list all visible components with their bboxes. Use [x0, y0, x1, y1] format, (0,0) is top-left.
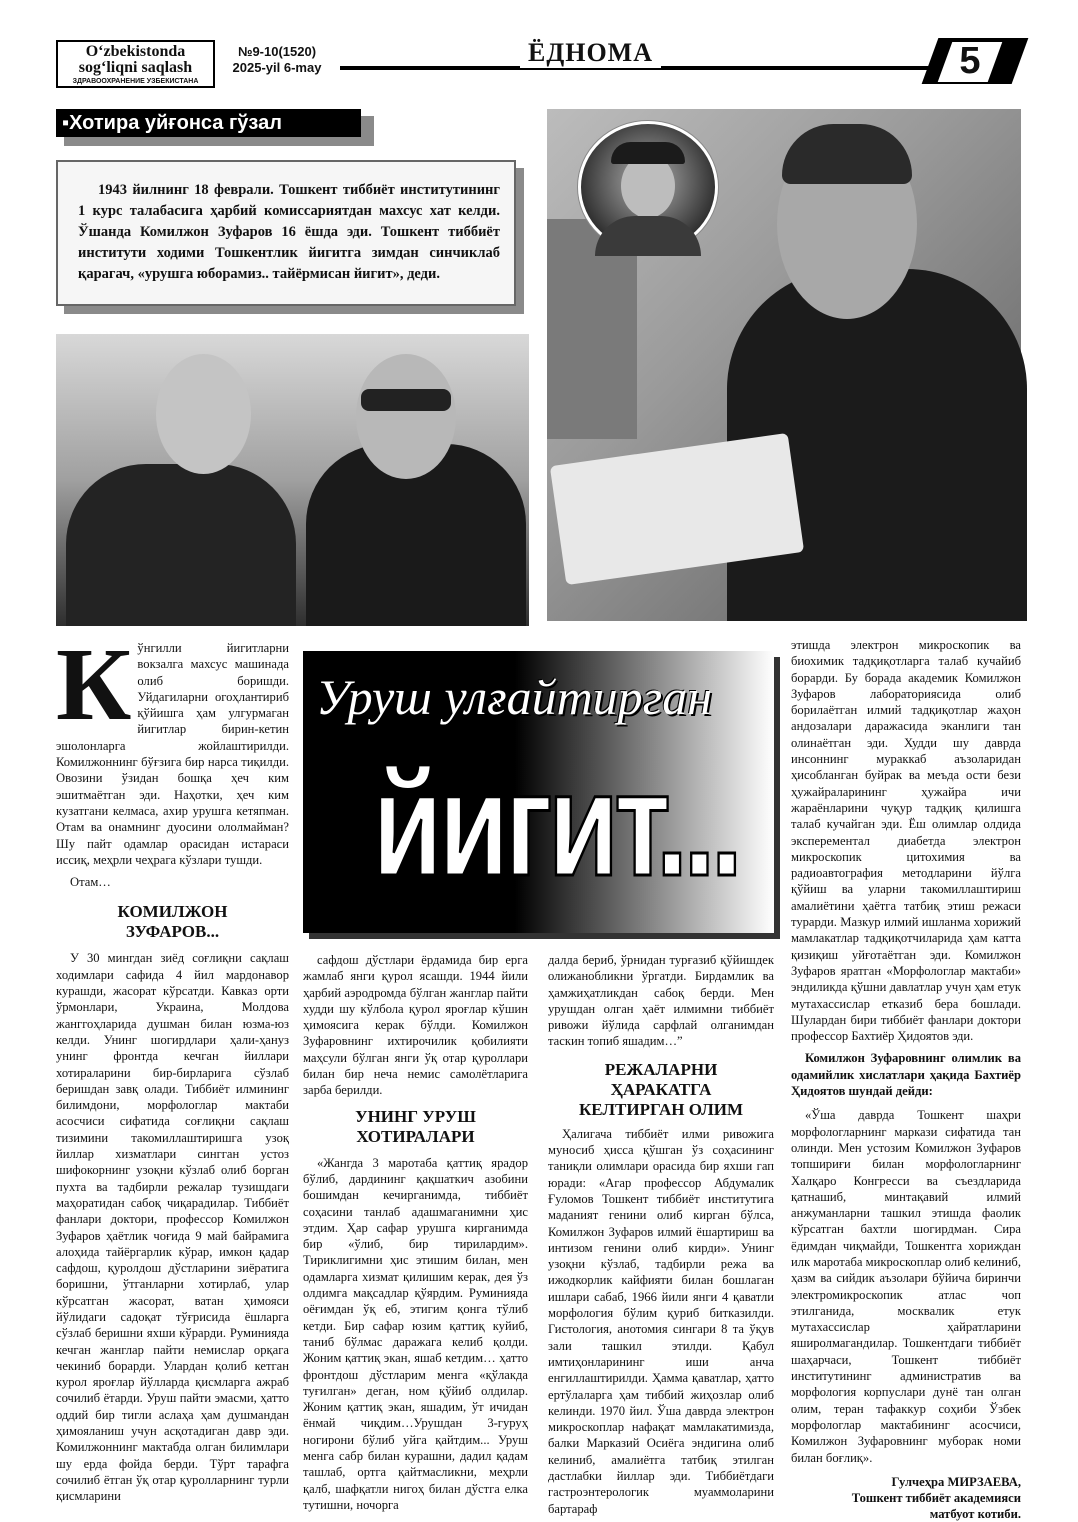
- photo-glasses: [361, 389, 451, 411]
- photo-left-man-head: [156, 354, 251, 474]
- col4-lead: Комилжон Зуфаровнинг олимлик ва одамийлик хислатлари ҳақида Бахтиёр Ҳидоятов шундай дейди:: [791, 1051, 1021, 1099]
- col1-subhead: КОМИЛЖОН ЗУФАРОВ...: [117, 902, 228, 942]
- col2-paragraph-1: сафдош дўстлари ёрдамида бир ерга жамлаб янги қурол ясашди. 1944 йили ҳарбий аэродромда бўлган жанглар пайти худди шу кўлбола қурол яроғлар кўшин ҳимоясига керак бўлди. Комилжон Зуфаровнинг ихтирочилик қобилияти маҳсули бўлган янги ўқ отар қуроллари билан бир неча немис самолётларига зарба берилди.: [303, 953, 528, 1098]
- article-column-1: [56, 627, 289, 1505]
- photo-figure-hair: [782, 124, 912, 184]
- signature-role: матбуот котиби.: [929, 1506, 1021, 1521]
- issue-info: [222, 44, 332, 76]
- issue-date: 2025-yil 6-may: [232, 60, 322, 75]
- article-column-4: [791, 637, 1021, 1522]
- col4-paragraph-1: этишда электрон микроскопик ва биохимик тадқиқотларга талаб кучайиб борарди. Бу борада академик Комилжон Зуфаров лабораториясида олиб борилаётган илмий тадқиқотлар жаҳон андозалари даражасида эканлиги тан олинаётган эди. Худди шу даврда инсоннинг мураккаб аъзоларидан ҳисобланган буйрак ва меъда ости бези ҳужайраларининг ҳужайра ичи жараёнларини чуқур тадқиқ қилишга талаб кучайган эди. Ёш олимлар олдида эксперементал диабетда электрон микроскопик цитохимия ва радиоавтография методларини йўлга қўйиш ва уларни такомиллаштириш амалиётини ҳаётга татбиқ этиш режаси турарди. Мазкур илмий ишланма хорижий мамлакатлар тадқиқотчиларида ҳам катта қизиқиш уйғотаётган эди. Комилжон Зуфаров яратган «Морфологлар мактаби» эндиликда қўшни давлатлар учун ҳам етук мутахассислар етказиб бера бошлади. Шулардан бири тиббиёт фанлари доктори профессор Бахтиёр Ҳидоятов эди.: [791, 638, 1021, 1044]
- photo-left-man-body: [66, 464, 296, 626]
- col3-subhead: РЕЖАЛАРНИ ҲАРАКАТГА КЕЛТИРГАН ОЛИМ: [578, 1059, 744, 1119]
- col1-paragraph-1: ўнгилли йигитларни вокзалга махсус машинада олиб боришди. Уйдагиларни огоҳлантириб қўйишга ҳам улгурмаган йигитлар бирин-кетин эшолонларга жойлаштирилди. Комилжоннинг бўғзига бир нарса тиқилди. Овозини ўзидан бошқа ҳеч ким эшитмаётган эди. Наҳотки, ҳеч ким кузатгани келмаса, ахир урушга кетяпман. Отам ва онамнинг дуосини ололмайман? Шу пайт одамлар орасидан истараси иссиқ, меҳрли чеҳрага кўзлари тушди.: [56, 641, 289, 867]
- col2-subhead: УНИНГ УРУШ ХОТИРАЛАРИ: [355, 1106, 476, 1146]
- article-column-2: [303, 952, 528, 1513]
- page-number: 5: [959, 40, 981, 82]
- masthead-line2: sog‘liqni saqlash: [78, 59, 193, 76]
- col4-paragraph-2: «Ўша даврда Тошкент шаҳри морфологларнинг маркази сифатида тан олинди. Мен устозим Комилжон Зуфаров топшириғи билан морфологларнинг Халқаро Конгресси ва съездларида қатнашиб, минтақавий илмий анжуманларни ташкил этишда фаолик кўрсатган бахтли шогирдман. Сира ёдимдан чиқмайди, Тошкентга хориждан илк маротаба микроскоплар олиб келиниб, ҳазм ва сийдик аъзолари бўйича биринчи электромикроскопик атлас чоп этилганида, москвалик етук мутахассислар ҳайратларини яширолмагандилар. Тошкентдаги тиббиёт шаҳарчаси, Тошкент тиббиёт институтининг административ ва морфология корпуслари дунё тан олган олим, теран тафаккур соҳиби Ўзбек морфологлар мактабининг асосчиси, Комилжон Зуфаровнинг муборак номи билан боғлиқ».: [791, 1108, 1021, 1465]
- signature-org: Тошкент тиббиёт академияси: [851, 1490, 1021, 1505]
- photo-young-soldier: [578, 121, 718, 253]
- drop-cap: К: [56, 627, 132, 742]
- headline-line1: Уруш улғайтирган: [316, 669, 712, 725]
- col1-paragraph-2: Отам…: [70, 875, 111, 890]
- rubric-title: ▪Хотира уйғонса гўзал: [56, 109, 361, 137]
- masthead-logo: [56, 40, 215, 88]
- col3-paragraph-2: Ҳалигача тиббиёт илми ривожига муносиб ҳисса қўшган ўз соҳасининг таниқли олимлари орасида бир яхши гап юради: «Агар профессор Абдумалик Ғуломов Тошкент тиббиёт институтига маданият генини олиб кирган бўлса, Комилжон Зуфаров илмий ёшартириш ва интизом генини олиб кирди». Унинг узоқни кўзлаб, тадбирли режа ва ижодкорлик кайфияти билан бошлаган ишлари сабаб, 1966 йили янги 4 қаватли морфология бўлим қуриб битказилди. Гистология, анотомия сингари 8 та ўқув зали ташкил этилди. Қабул имтиҳонларининг иши анча енгиллаштирилди. Ҳамма қаватлар, ҳатто ертўлаларга ҳам тиббий жиҳозлар олиб келинди. 1970 йил. Ўша даврда электрон микроскоплар нафақат мамлакатимизда, балки Марказий Осиёга эндигина олиб келиниб, амалиётга татбиқ этилган дастлабки йиллар эди. Тиббиётдаги гастроэнтерологик муаммоларини бартараф: [548, 1126, 774, 1516]
- photo-two-men: [56, 334, 529, 626]
- intro-box: 1943 йилнинг 18 феврали. Тошкент тиббиёт институтининг 1 курс талабасига ҳарбий комиссариятдан махсус хат келди. Ўшанда Комилжон Зуфаров 16 ёшда эди. Тошкент тиббиёт институти ходими Тошкентлик йигитга зимдан синчиклаб қарагач, «урушга юборамиз.. тайёрмисан йигит», деди.: [56, 160, 516, 306]
- signature-name: Гулчеҳра МИРЗАЕВА,: [891, 1474, 1021, 1489]
- photo-soldier-cap: [611, 142, 685, 164]
- article-column-3: [548, 952, 774, 1517]
- photo-soldier-uniform: [595, 216, 701, 256]
- section-title: ЁДНОМА: [520, 38, 661, 68]
- headline-line2: йигит...: [372, 742, 739, 907]
- col2-paragraph-2: «Жангда 3 маротаба қаттиқ ярадор бўлиб, дардининг қақшаткич азобини бошимдан кечирганимда, тиббиёт соҳасини танлаб адашмаганимни ҳис этдим. Ҳар сафар урушга кирганимда бир «ўлиб, бир тирилардим». Тириклигимни ҳис этишим билан, мен одамларга хизмат қилишим керак, дея ўз олдимга мақсадлар қўярдим. Руминияда оёғимдан ўқ еб, этигим қонга тўлиб кетди. Бир сафар юзим қаттиқ куйиб, таниб бўлмас даражага келиб қолди. Жоним қаттиқ экан, яшаб кетдим… ҳатто фронтдош дўстларим менга «қўлакда туғилган» деган, ном қўйиб олдилар. Жоним қаттиқ экан, яшадим, ўт ичидан ёнмай чиқдим…Урушдан 3-гуруҳ ногирони бўлиб уйга қайтдим... Уруш менга сабр билан курашни, дадил қадам ташлаб, ортга қайтмасликни, меҳрли қалб, шафқатли нигоҳ билан дўстга елка тутишни, ночорга: [303, 1155, 528, 1512]
- masthead-line3: ЗДРАВООХРАНЕНИЕ УЗБЕКИСТАНА: [72, 78, 199, 85]
- issue-number: №9-10(1520): [237, 44, 317, 59]
- col1-paragraph-3: У 30 мингдан зиёд соғлиқни сақлаш ходимлари сафида 4 йил мардонавор курашди, жасорат кўрсатди. Кавказ орти ўрмонлари, Украина, Молдова жанггоҳларида душман билан юзма-юз келди. Унинг шогирдлари ҳали-ҳануз унинг фронтда кечган йиллари хотираларини бир-бирларига сўзлаб беришдан завқ олади. Тиббиёт илмининг билимдони, морфологлар мактаби асосчиси сифатида соғлиқни сақлаш тизимини такомиллаштиришга узоқ йиллар хизматлари сингган устоз шифокорнинг узоқни кўзлаб олиб борган пухта ва тадбирли режалар тузишдаги маҳоратидан сабоқ чиқарадилар. Тиббиёт фанлари доктори, профессор Комилжон Зуфаров ҳаётлик чоғида 9 май байрамига алоҳида тайёргарлик кўрар, имкон қадар сафдош, қуролдош дўстларини зиёратига боришни, ўтганларни хотирлаб, улар кўрсатган жасорат, ватан ҳимояси йўлидаги садоқат тўғрисида ёшларга сўзлаб беришни яхши кўрарди. Руминияда кечган жанглар пайти немислар орқага чекиниб борарди. Улардан қолиб кетган курол яроғлар йўлларда қисмларга ажраб сочилиб ётарди. Уруш пайти эмасми, ҳатто оддий бир тигли аслаҳа ҳам душмандан ҳимояланиш учун асқотадиган давр эди. Комилжоннинг мактабда олган билимлари шу ерда фойда берди. Тўрт тарафга сочилиб ётган ўқ отар қуролларнинг турли қисмларини: [56, 951, 289, 1504]
- col3-paragraph-1: далда бериб, ўрнидан турғазиб қўйишдек олижанобликни ўргатди. Бирдамлик ва ҳамжиҳатликдан сабоқ берди. Мен урушдан олган ҳаёт илмимни тиббиёт ривожи йўлида сарфлай олганимдан таскин топиб яшадим…”: [548, 953, 774, 1049]
- photo-right-man-head: [356, 354, 456, 479]
- masthead-line1: O‘zbekistonda: [85, 43, 186, 60]
